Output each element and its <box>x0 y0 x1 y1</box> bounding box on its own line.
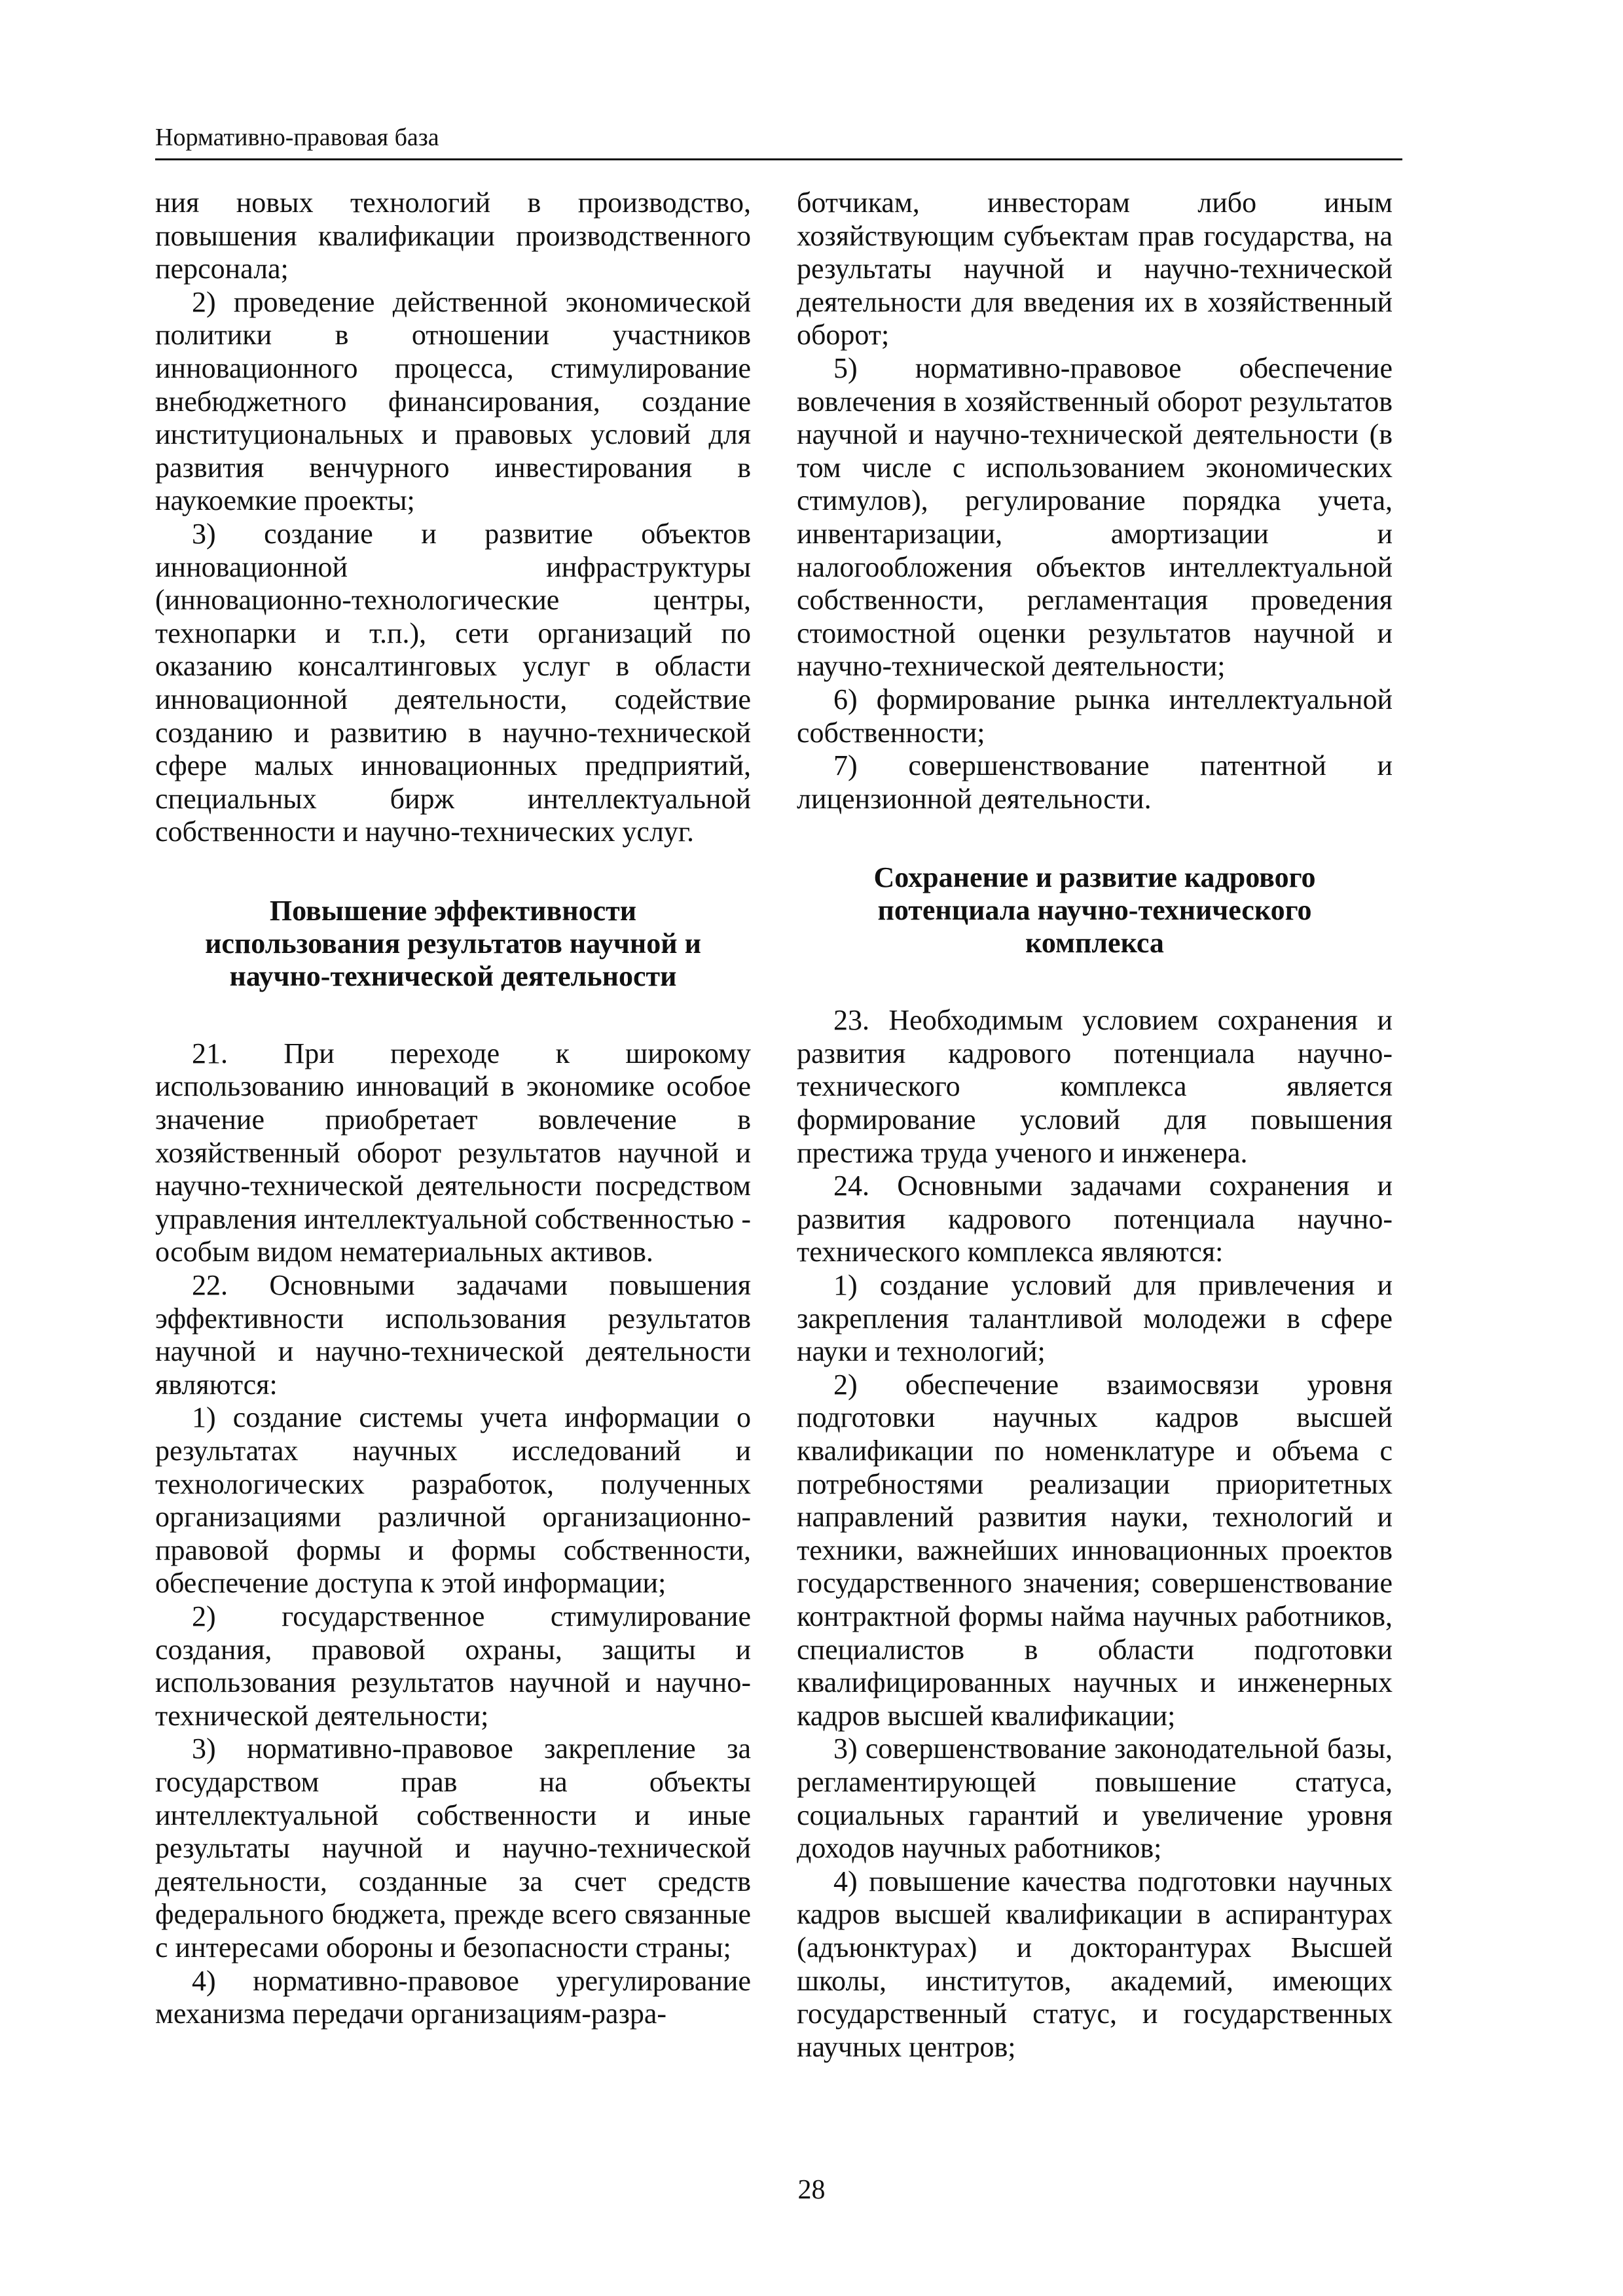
page-number: 28 <box>797 2175 826 2205</box>
paragraph: 24. Основными задачами сохранения и развития кадрового потенциала научно-технического комплекса являются: <box>797 1170 1393 1268</box>
paragraph: 3) совершенствование законодательной базы, регламентирующей повышение статуса, социальных гарантий и увеличение уровня доходов научных работников; <box>797 1732 1393 1865</box>
paragraph: 1) создание условий для привлечения и закрепления талантливой молодежи в сфере науки и технологий; <box>797 1269 1393 1368</box>
paragraph: ния новых технологий в производство, повышения квалификации производственного персонала; <box>155 187 751 285</box>
paragraph: 2) обеспечение взаимосвязи уровня подготовки научных кадров высшей квалификации по номенклатуре и объема с потребностями реализации приоритетных направлений развития науки, технологий и техники, важнейших инновационных проектов государственного значения; совершенствование контрактной формы найма научных работников, специалистов в области подготовки квалифицированных научных и инженерных кадров высшей квалификации; <box>797 1368 1393 1732</box>
paragraph: 21. При переходе к широкому использованию инноваций в экономике особое значение приобретает вовлечение в хозяйственный оборот результатов научной и научно-технической деятельности посредством управления интеллектуальной собственностью - особым видом нематериальных активов. <box>155 1037 751 1268</box>
section-heading: Повышение эффективности использования результатов научной и научно-технической деятельности <box>205 894 701 992</box>
paragraph: ботчикам, инвесторам либо иным хозяйствующим субъектам прав государства, на результаты научной и научно-технической деятельности для введения их в хозяйственный оборот; <box>797 187 1393 351</box>
right-column <box>797 187 1393 2064</box>
section-heading: Сохранение и развитие кадрового потенциала научно-технического комплекса <box>873 861 1316 960</box>
paragraph: 4) повышение качества подготовки научных кадров высшей квалификации в аспирантурах (адъюнктурах) и докторантурах Высшей школы, институтов, академий, имеющих государственный статус, и государственных научных центров; <box>797 1865 1393 2063</box>
paragraph: 6) формирование рынка интеллектуальной собственности; <box>797 683 1393 749</box>
paragraph: 1) создание системы учета информации о результатах научных исследований и технологических разработок, полученных организациями различной организационно-правовой формы и формы собственности, обеспечение доступа к этой информации; <box>155 1401 751 1600</box>
paragraph: 5) нормативно-правовое обеспечение вовлечения в хозяйственный оборот результатов научной и научно-технической деятельности (в том числе с использованием экономических стимулов), регулирование порядка учета, инвентаризации, амортизации и налогообложения объектов интеллектуальной собственности, регламентация проведения стоимостной оценки результатов научной и научно-технической деятельности; <box>797 351 1393 683</box>
paragraph: 7) совершенствование патентной и лицензионной деятельности. <box>797 749 1393 815</box>
paragraph: 3) создание и развитие объектов инновационной инфраструктуры (инновационно-технологические центры, технопарки и т.п.), сети организаций по оказанию консалтинговых услуг в области инновационной деятельности, содействие созданию и развитию в научно-технической сфере малых инновационных предприятий, специальных бирж интеллектуальной собственности и научно-технических услуг. <box>155 517 751 848</box>
paragraph: 22. Основными задачами повышения эффективности использования результатов научной и научно-технической деятельности являются: <box>155 1269 751 1401</box>
paragraph: 4) нормативно-правовое урегулирование механизма передачи организациям-разра- <box>155 1964 751 2030</box>
paragraph: 2) государственное стимулирование создания, правовой охраны, защиты и использования результатов научной и научно-технической деятельности; <box>155 1600 751 1732</box>
paragraph: 23. Необходимым условием сохранения и развития кадрового потенциала научно-технического комплекса является формирование условий для повышения престижа труда ученого и инженера. <box>797 1004 1393 1169</box>
left-column <box>155 187 751 2031</box>
paragraph: 2) проведение действенной экономической политики в отношении участников инновационного процесса, стимулирование внебюджетного финансирования, создание институциональных и правовых условий для развития венчурного инвестирования в наукоемкие проекты; <box>155 285 751 517</box>
paragraph: 3) нормативно-правовое закрепление за государством прав на объекты интеллектуальной собственности и иные результаты научной и научно-технической деятельности, созданные за счет средств федерального бюджета, прежде всего связанные с интересами обороны и безопасности страны; <box>155 1732 751 1964</box>
running-header: Нормативно-правовая база <box>155 123 1402 160</box>
